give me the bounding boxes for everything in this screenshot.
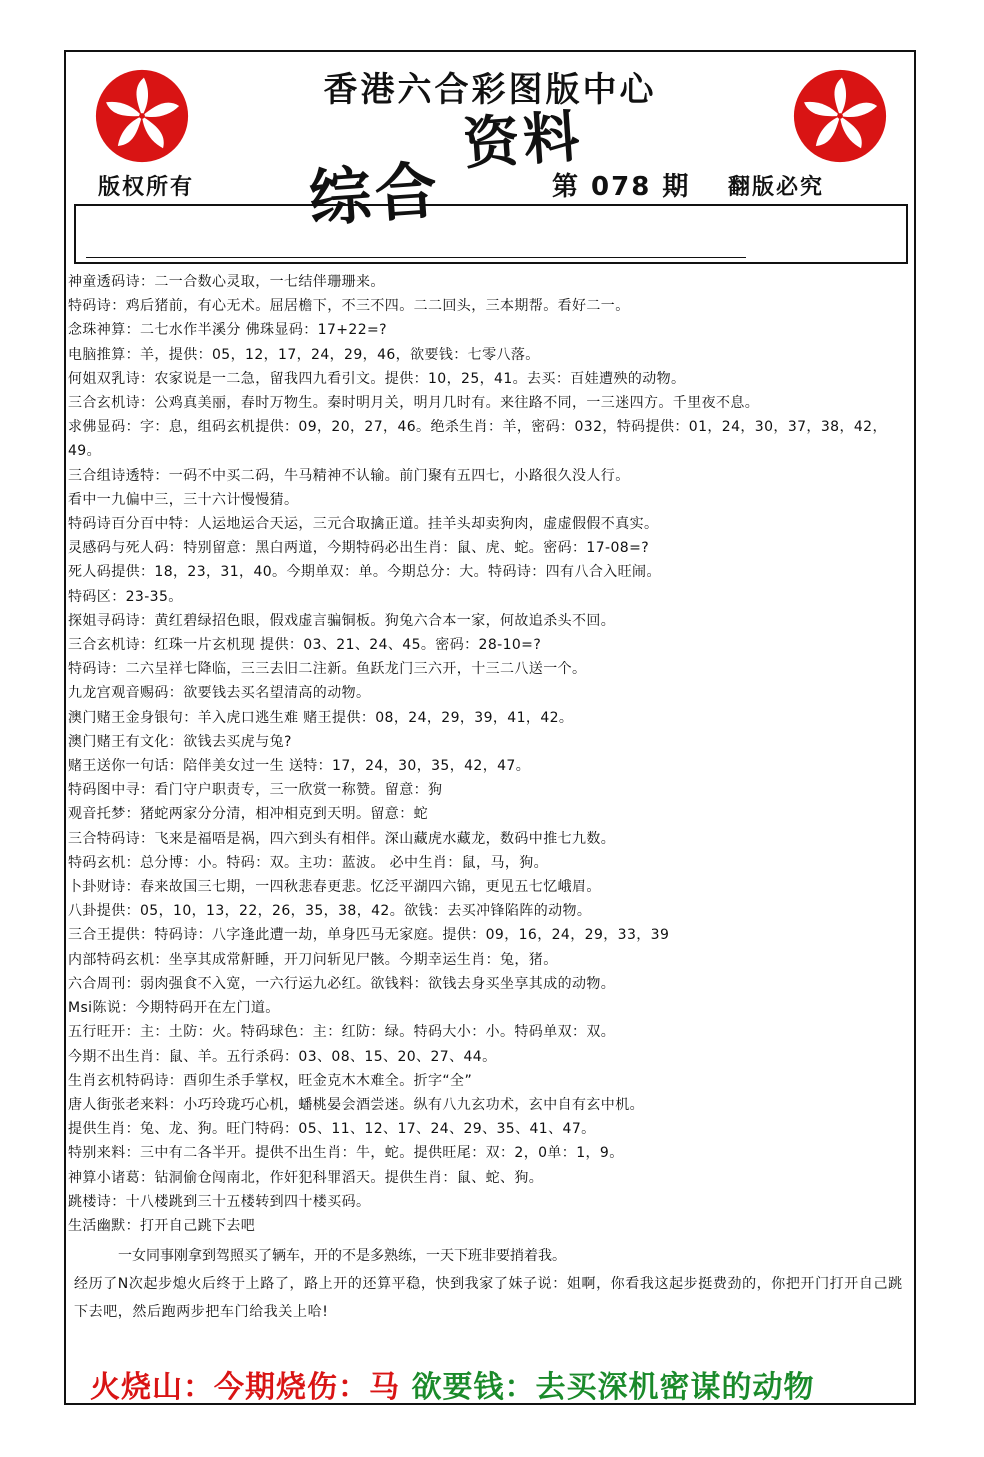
content-line: 神算小诸葛：钻洞偷仓闯南北，作奸犯科罪滔天。提供生肖：鼠、蛇、狗。 [68, 1169, 544, 1186]
piracy-note: 翻版必究 [728, 175, 825, 200]
content-line: 五行旺开：主：土防：火。特码球色：主：红防：绿。特码大小：小。特码单双：双。 [68, 1024, 616, 1041]
content-line: 三合特码诗：飞来是福唔是祸，四六到头有相伴。深山藏虎水藏龙，数码中推七九数。 [68, 830, 616, 847]
header [66, 52, 914, 236]
issue-number: 第 078 期 [552, 172, 691, 202]
content-line: 特码玄机：总分博：小。特码：双。主功：蓝波。 必中生肖：鼠，马，狗。 [68, 854, 549, 871]
story-paragraph: 经历了N次起步熄火后终于上路了，路上开的还算平稳，快到我家了妹子说：姐啊，你看我这起步挺费劲的，你把开门打开自己跳下去吧，然后跑两步把车门给我关上哈! [74, 1276, 903, 1321]
content-line: 唐人街张老来料：小巧玲珑巧心机，蟠桃晏会酒尝迷。纵有八九玄功术，玄中自有玄中机。 [68, 1096, 644, 1113]
story-paragraph: 一女同事刚拿到驾照买了辆车，开的不是多熟练，一天下班非要捎着我。 [118, 1248, 566, 1265]
joke-story [68, 1242, 913, 1326]
content-line: 赌王送你一句话：陪伴美女过一生 送特：17，24，30，35，42，47。 [68, 758, 531, 775]
content-line: 神童透码诗：二一合数心灵取，一七结伴珊珊来。 [68, 274, 385, 290]
content-line: 生活幽默：打开自己跳下去吧 [68, 1217, 256, 1234]
content-line: 死人码提供：18，23，31，40。今期单双：单。今期总分：大。特码诗：四有八合入旺闹。 [68, 564, 661, 581]
content-line: 念珠神算：二七水作半溪分 佛珠显码：17+22=? [68, 322, 387, 339]
content-line: 特码图中寻：看门守户职责专，三一欣赏一称赞。留意：狗 [68, 782, 443, 799]
content-line: 探姐寻码诗：黄红碧绿招色眼，假戏虚言骗铜板。狗兔六合本一家，何故追杀头不回。 [68, 612, 616, 629]
content-line: 跳楼诗：十八楼跳到三十五楼转到四十楼买码。 [68, 1193, 371, 1210]
content-list [68, 270, 913, 1326]
content-line: 看中一九偏中三，三十六计慢慢猜。 [68, 491, 299, 508]
content-line: 观音托梦：猪蛇两家分分清，相冲相克到天明。留意：蛇 [68, 806, 428, 823]
page-frame [64, 50, 916, 1405]
content-line: 求佛显码：字：息，组码玄机提供：09，20，27，46。绝杀生肖：羊，密码：032，特码提供：01，24，30，37，38，42，49。 [68, 419, 887, 460]
main-title-part1: 综合 [306, 153, 444, 236]
content-line: 灵感码与死人码：特别留意：黑白两道，今期特码必出生肖：鼠、虎、蛇。密码：17-08=? [68, 540, 650, 557]
content-line: 卜卦财诗：春来故国三七期，一四秋悲春更悲。忆泛平湖四六锦，更见五七忆峨眉。 [68, 879, 601, 896]
content-line: 九龙宫观音赐码：欲要钱去买名望清高的动物。 [68, 685, 371, 702]
header-top-title: 香港六合彩图版中心 [323, 70, 657, 110]
main-title-part2: 资料 [461, 103, 586, 178]
content-line: 电脑推算：羊，提供：05，12，17，24，29，46，欲要钱：七零八落。 [68, 346, 540, 363]
bottom-banner [90, 1362, 814, 1406]
copyright-note: 版权所有 [98, 175, 195, 200]
content-line: 生肖玄机特码诗：酉卯生杀手掌权，旺金克木木难全。折字“全” [68, 1072, 473, 1089]
notice-box [74, 204, 908, 264]
content-line: 三合玄机诗：公鸡真美丽，春时万物生。秦时明月关，明月几时有。来往路不同，一三迷四方。千里夜不息。 [68, 395, 760, 412]
content-line: 三合玄机诗：红珠一片玄机现 提供：03、21、24、45。密码：28-10=? [68, 637, 542, 654]
content-line: 三合组诗透特：一码不中买二码，牛马精神不认输。前门聚有五四七，小路很久没人行。 [68, 467, 630, 484]
content-line: 今期不出生肖：鼠、羊。五行杀码：03、08、15、20、27、44。 [68, 1048, 497, 1065]
content-line: Msi陈说：今期特码开在左门道。 [68, 1000, 280, 1017]
content-line: 三合王提供：特码诗：八字逢此遭一劫，单身匹马无家庭。提供：09，16，24，29，33，39 [68, 927, 670, 944]
content-line: 澳门赌王金身银句：羊入虎口逃生难 赌王提供：08，24，29，39，41，42。 [68, 709, 574, 726]
content-line: 内部特码玄机：坐享其成常鼾睡，开刀问斩见尸骸。今期幸运生肖：兔，猪。 [68, 951, 558, 968]
bottom-red-text: 火烧山：今期烧伤：马 [90, 1370, 400, 1405]
content-line: 特码区：23-35。 [68, 588, 183, 605]
content-line: 何姐双乳诗：农家说是一二急，留我四九看引文。提供：10，25，41。去买：百娃遭殃的动物。 [68, 370, 686, 387]
content-line: 特别来料：三中有二各半开。提供不出生肖：牛，蛇。提供旺尾：双：2，0单：1，9。 [68, 1145, 624, 1162]
content-line: 特码诗：二六呈祥七降临，三三去旧二注新。鱼跃龙门三六开，十三二八送一个。 [68, 661, 587, 678]
content-line: 提供生肖：兔、龙、狗。旺门特码：05、11、12、17、24、29、35、41、47。 [68, 1121, 596, 1138]
content-line: 八卦提供：05，10，13，22，26，35，38，42。欲钱：去买冲锋陷阵的动物。 [68, 903, 592, 920]
bottom-green-text: 欲要钱：去买深机密谋的动物 [411, 1370, 815, 1405]
notice-underline [86, 257, 746, 258]
content-line: 澳门赌王有文化：欲钱去买虎与兔? [68, 733, 292, 750]
content-line: 六合周刊：弱肉强食不入宽，一六行运九必红。欲钱料：欲钱去身买坐享其成的动物。 [68, 975, 616, 992]
content-line: 特码诗百分百中特：人运地运合天运，三元合取擒正道。挂羊头却卖狗肉，虚虚假假不真实。 [68, 516, 659, 533]
header-main-title [303, 94, 586, 236]
content-line: 特码诗：鸡后猪前，有心无术。屈居檐下，不三不四。二二回头，三本期帮。看好二一。 [68, 298, 630, 315]
